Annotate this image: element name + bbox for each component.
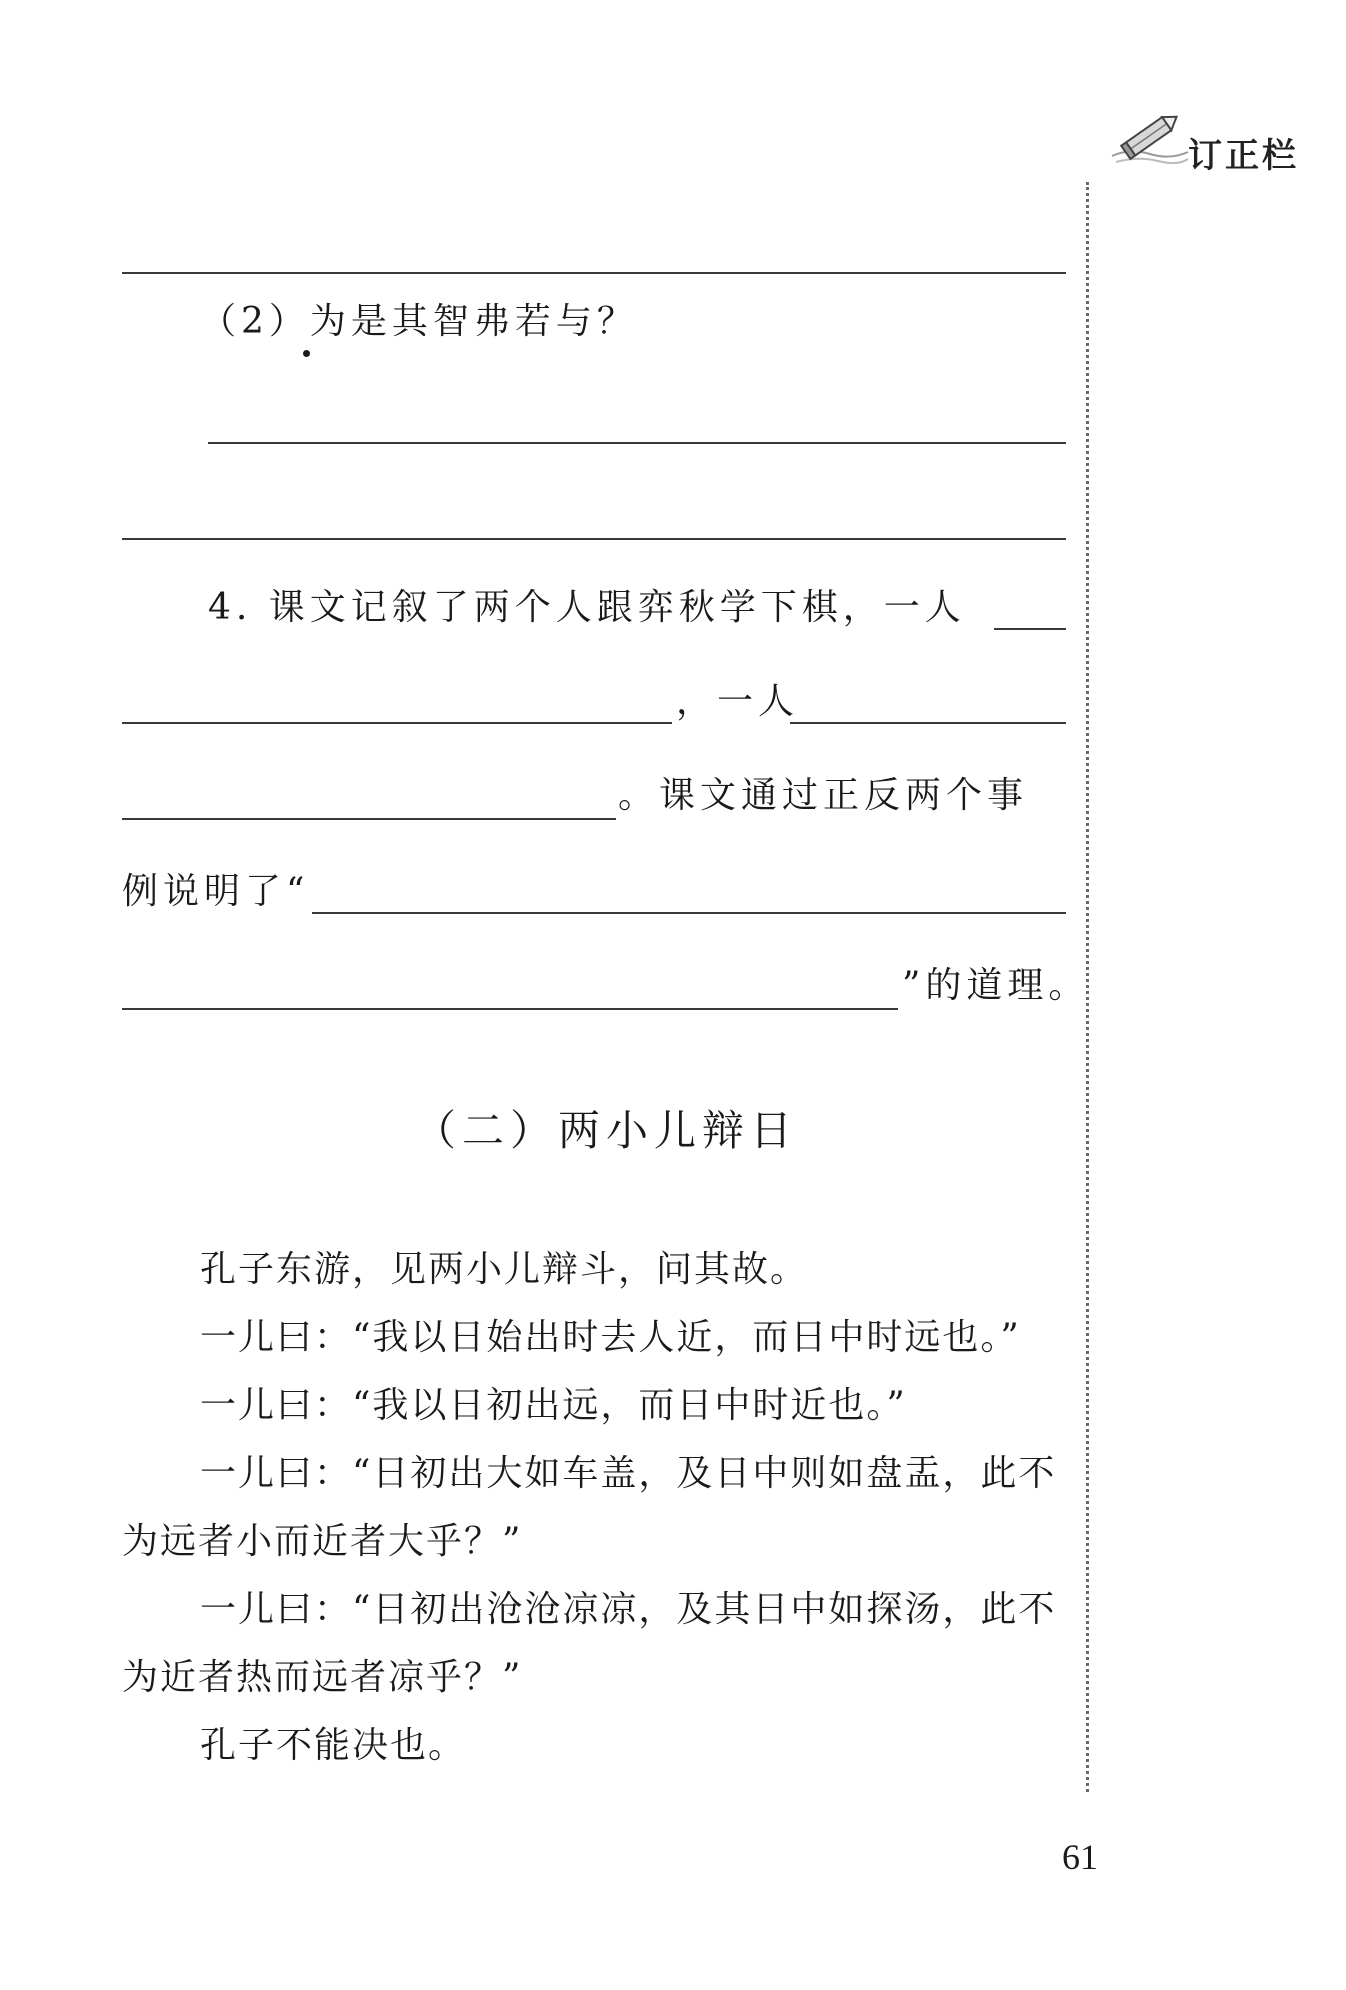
answer-blank[interactable]: [790, 722, 1066, 724]
passage-line: 一儿曰：“日初出大如车盖，及日中则如盘盂，此不: [200, 1453, 1057, 1494]
answer-line[interactable]: [208, 442, 1066, 444]
passage-line: 孔子不能决也。: [200, 1725, 467, 1766]
passage-line: 孔子东游，见两小儿辩斗，问其故。: [200, 1249, 809, 1290]
pencil-icon: [1110, 104, 1190, 166]
answer-blank[interactable]: [122, 1008, 898, 1010]
section-title: （二）两小儿辩日: [414, 1106, 799, 1155]
answer-blank[interactable]: [122, 722, 672, 724]
passage-line: 为近者热而远者凉乎？”: [122, 1657, 523, 1698]
answer-blank[interactable]: [994, 628, 1066, 630]
question-4-part4: 例说明了“: [122, 871, 310, 912]
passage-line: 一儿曰：“我以日始出时去人近，而日中时远也。”: [200, 1317, 1021, 1358]
question-4-part2: ，一人: [676, 681, 800, 722]
question-3-2: （2）为是其智弗若与？: [200, 301, 638, 342]
emphasis-dot: [303, 350, 310, 357]
passage-line: 一儿曰：“日初出沧沧凉凉，及其日中如探汤，此不: [200, 1589, 1057, 1630]
passage-line: 一儿曰：“我以日初出远，而日中时近也。”: [200, 1385, 907, 1426]
page-number: 61: [1062, 1837, 1098, 1877]
question-4-part5: ”的道理。: [902, 965, 1090, 1006]
answer-line[interactable]: [122, 538, 1066, 540]
question-4-part3: 。课文通过正反两个事: [618, 775, 1029, 816]
answer-line[interactable]: [122, 272, 1066, 274]
correction-column-label: 订正栏: [1188, 136, 1299, 176]
answer-blank[interactable]: [122, 818, 616, 820]
question-4-part1: 4. 课文记叙了两个人跟弈秋学下棋，一人: [208, 587, 966, 628]
answer-blank[interactable]: [312, 912, 1066, 914]
passage-line: 为远者小而近者大乎？”: [122, 1521, 523, 1562]
